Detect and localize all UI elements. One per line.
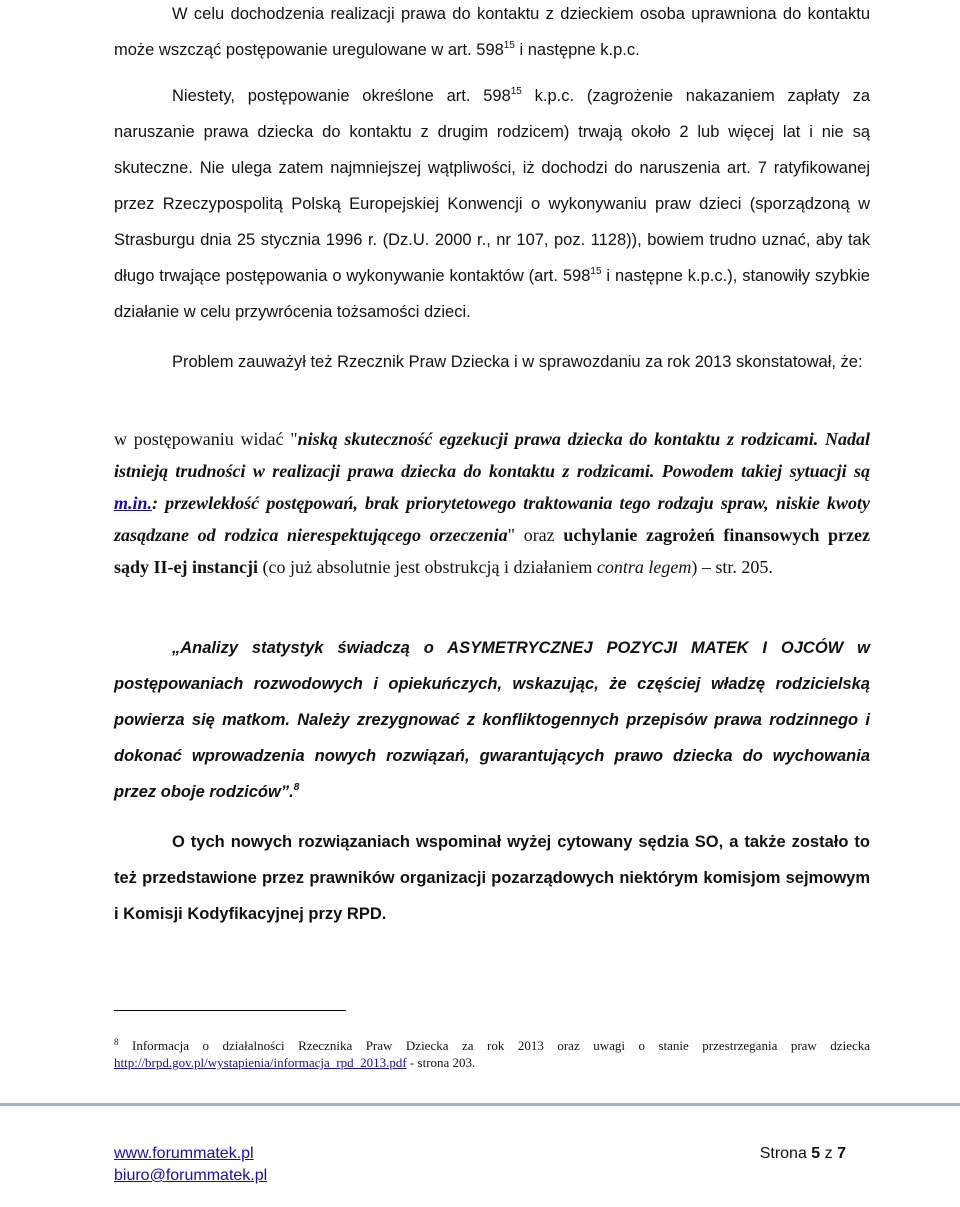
superscript: 15 bbox=[510, 86, 522, 97]
paragraph-new-solutions: O tych nowych rozwiązaniach wspominał wyżej cytowany sędzia SO, a także zostało to też przedstawione przez prawników organizacji pozarządowych niektórym komisjom sejmowym i Komisji Kodyfikacyjnej przy RPD. bbox=[114, 833, 870, 923]
paragraph-contact-procedure: W celu dochodzenia realizacji prawa do kontaktu z dzieckiem osoba uprawniona do kontaktu może wszcząć postępowanie uregulowane w art. $598^{15}$ i następne k.p.c. bbox=[114, 5, 870, 59]
footnote-link[interactable]: http://brpd.gov.pl/wystapienia/informacja_rpd_2013.pdf bbox=[114, 1055, 407, 1070]
footnote-divider bbox=[114, 1010, 346, 1011]
superscript: 15 bbox=[503, 40, 515, 51]
footnote-8: $^8$ Informacja o działalności Rzecznika Praw Dziecka za rok 2013 oraz uwagi o stanie przestrzegania praw dziecka http://brpd.gov.pl/wystapienia/informacja_rpd_2013.pdf - strona 203. bbox=[114, 1037, 870, 1070]
footer-email-link[interactable]: biuro@forummatek.pl bbox=[114, 1167, 268, 1184]
paragraph-ombudsman-intro: Problem zauważył też Rzecznik Praw Dziecka i w sprawozdaniu za rok 2013 skonstatował, że: bbox=[172, 353, 863, 371]
superscript: 15 bbox=[590, 266, 602, 277]
footer-website-link[interactable]: www.forummatek.pl bbox=[114, 1145, 254, 1162]
quote-ombudsman-report: w postępowaniu widać "niską skuteczność egzekucji prawa dziecka do kontaktu z rodzicami. Nadal istnieją trudności w realizacji prawa dziecka do kontaktu z rodzicami. Powodem takiej sytuacji są m.in.: przewlekłość postępowań, brak priorytetowego traktowania tego rodzaju spraw, niskie kwoty zasądzane od rodzica nierespektującego orzeczenia" oraz uchylanie zagrożeń finansowych przez sądy II-ej instancji (co już absolutnie jest obstrukcją i działaniem contra legem) – str. 205. bbox=[114, 429, 870, 577]
paragraph-statistics-analysis: „Analizy statystyk świadczą o ASYMETRYCZNEJ POZYCJI MATEK I OJCÓW w postępowaniach rozwodowych i opiekuńczych, wskazując, że częściej władzę rodzicielską powierza się matkom. Należy zrezygnować z konfliktogennych przepisów prawa rodzinnego i dokonać wprowadzenia nowych rozwiązań, gwarantujących prawo dziecka do wychowania przez oboje rodziców”.$^8$ bbox=[114, 639, 870, 801]
footer-contact bbox=[114, 1143, 267, 1187]
paragraph-procedure-duration: Niestety, postępowanie określone art. $598^{15}$ k.p.c. (zagrożenie nakazaniem zapłaty za naruszanie prawa dziecka do kontaktu z drugim rodzicem) trwają około 2 lub więcej lat i nie są skuteczne. Nie ulega zatem najmniejszej wątpliwości, iż dochodzi do naruszenia art. 7 ratyfikowanej przez Rzeczypospolitą Polską Europejskiej Konwencji o wykonywaniu praw dzieci (sporządzoną w Strasburgu dnia 25 stycznia 1996 r. (Dz.U. 2000 r., nr 107, poz. 1128)), bowiem trudno uznać, aby tak długo trwające postępowania o wykonywanie kontaktów (art. $598^{15}$ i następne k.p.c.), stanowiły szybkie działanie w celu przywrócenia tożsamości dzieci. bbox=[114, 86, 870, 321]
link-m-in[interactable]: m.in. bbox=[114, 493, 153, 513]
footnote-number: 8 bbox=[114, 1037, 119, 1047]
footer-divider bbox=[0, 1103, 960, 1106]
footnote-ref: 8 bbox=[293, 782, 300, 793]
page-number: Strona 5 z 7 bbox=[759, 1145, 846, 1162]
